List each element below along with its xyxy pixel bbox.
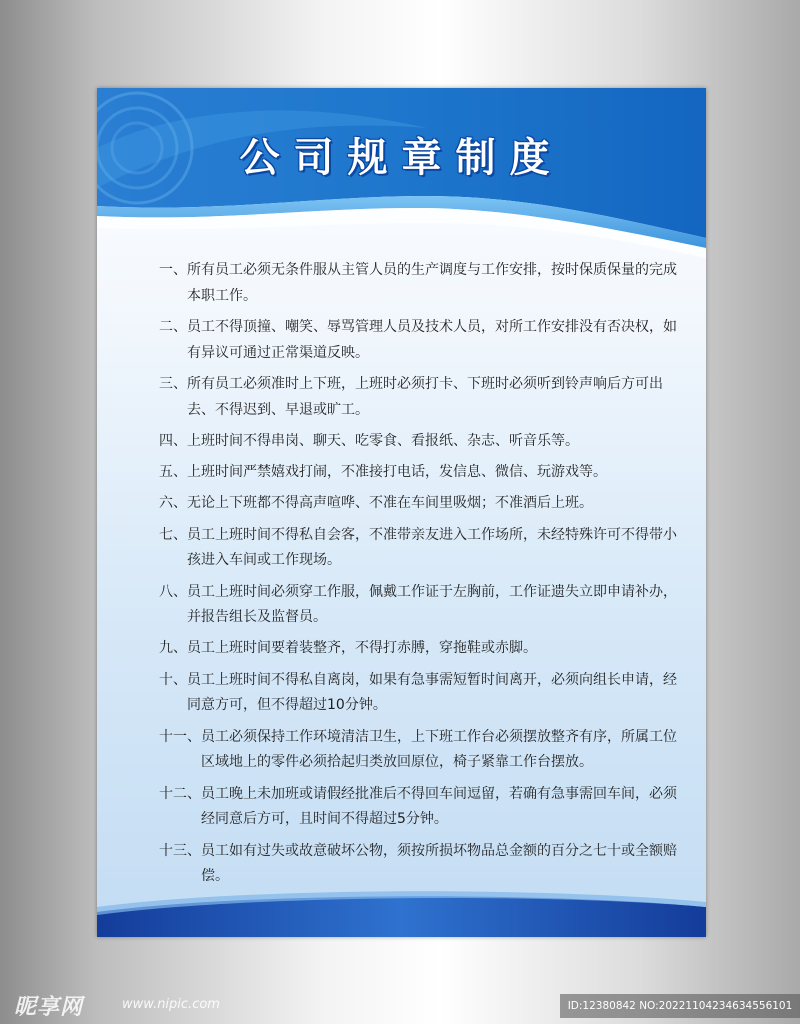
rule-text: 员工上班时间必须穿工作服，佩戴工作证于左胸前，工作证遗失立即申请补办，并报告组长及监督员。 — [187, 583, 677, 626]
rule-number: 九、 — [159, 640, 187, 657]
rule-number: 八、 — [159, 583, 187, 600]
rule-text: 所有员工必须准时上下班，上班时必须打卡、下班时必须听到铃声响后方可出去、不得迟到、早退或旷工。 — [187, 375, 663, 418]
regulations-board — [97, 88, 706, 937]
rule-text: 员工上班时间不得私自会客，不准带亲友进入工作场所，未经特殊许可不得带小孩进入车间或工作现场。 — [187, 526, 677, 569]
rule-item — [159, 668, 679, 720]
rule-number: 十二、 — [159, 785, 201, 802]
image-id-bar: ID:12380842 NO:20221104234634556101 — [560, 994, 800, 1018]
rule-number: 一、 — [159, 262, 187, 278]
page-title: 公司规章制度 — [239, 135, 564, 181]
rule-number: 十一、 — [159, 728, 201, 745]
rule-item — [159, 636, 679, 662]
rule-text: 员工上班时间不得私自离岗，如果有急事需短暂时间离开，必须向组长申请，经同意方可，但不得超过10分钟。 — [187, 671, 677, 714]
rule-number: 十三、 — [159, 842, 201, 859]
rule-number: 三、 — [159, 375, 187, 392]
rule-text: 员工如有过失或故意破坏公物，须按所损坏物品总金额的百分之七十或全额赔偿。 — [201, 842, 677, 885]
rule-item — [159, 491, 679, 517]
rules-list — [159, 258, 679, 896]
rule-item — [159, 782, 679, 834]
rule-item — [159, 580, 679, 632]
rule-item — [159, 523, 679, 575]
rule-item — [159, 725, 679, 777]
rule-item — [159, 372, 679, 424]
rule-number: 十、 — [159, 671, 187, 688]
footer-wave-decoration — [97, 877, 706, 937]
header-wave-decoration — [97, 88, 706, 278]
rule-text: 所有员工必须无条件服从主管人员的生产调度与工作安排，按时保质保量的完成本职工作。 — [187, 262, 677, 304]
nipic-watermark-logo: 昵享网 — [14, 995, 84, 1020]
rule-number: 六、 — [159, 495, 187, 512]
rule-text: 员工不得顶撞、嘲笑、辱骂管理人员及技术人员，对所工作安排没有否决权，如有异议可通过正常渠道反映。 — [187, 318, 677, 361]
rule-item — [159, 315, 679, 367]
rule-text: 员工晚上未加班或请假经批准后不得回车间逗留，若确有急事需回车间，必须经同意后方可，且时间不得超过5分钟。 — [201, 785, 677, 828]
rule-number: 七、 — [159, 526, 187, 543]
rule-text: 上班时间严禁嬉戏打闹，不准接打电话，发信息、微信、玩游戏等。 — [187, 464, 607, 481]
rule-number: 五、 — [159, 464, 187, 481]
rule-text: 上班时间不得串岗、聊天、吃零食、看报纸、杂志、听音乐等。 — [187, 432, 579, 449]
rule-item — [159, 258, 679, 310]
rule-text: 员工必须保持工作环境清洁卫生，上下班工作台必须摆放整齐有序，所属工位区域地上的零件必须拾起归类放回原位，椅子紧靠工作台摆放。 — [201, 728, 677, 771]
rule-text: 无论上下班都不得高声喧哗、不准在车间里吸烟；不准酒后上班。 — [187, 495, 593, 512]
rule-item — [159, 460, 679, 486]
rule-number: 二、 — [159, 318, 187, 335]
rule-number: 四、 — [159, 432, 187, 449]
nipic-watermark-url: www.nipic.com — [122, 997, 220, 1012]
rule-item — [159, 429, 679, 455]
rule-text: 员工上班时间要着装整齐，不得打赤膊，穿拖鞋或赤脚。 — [187, 640, 537, 657]
